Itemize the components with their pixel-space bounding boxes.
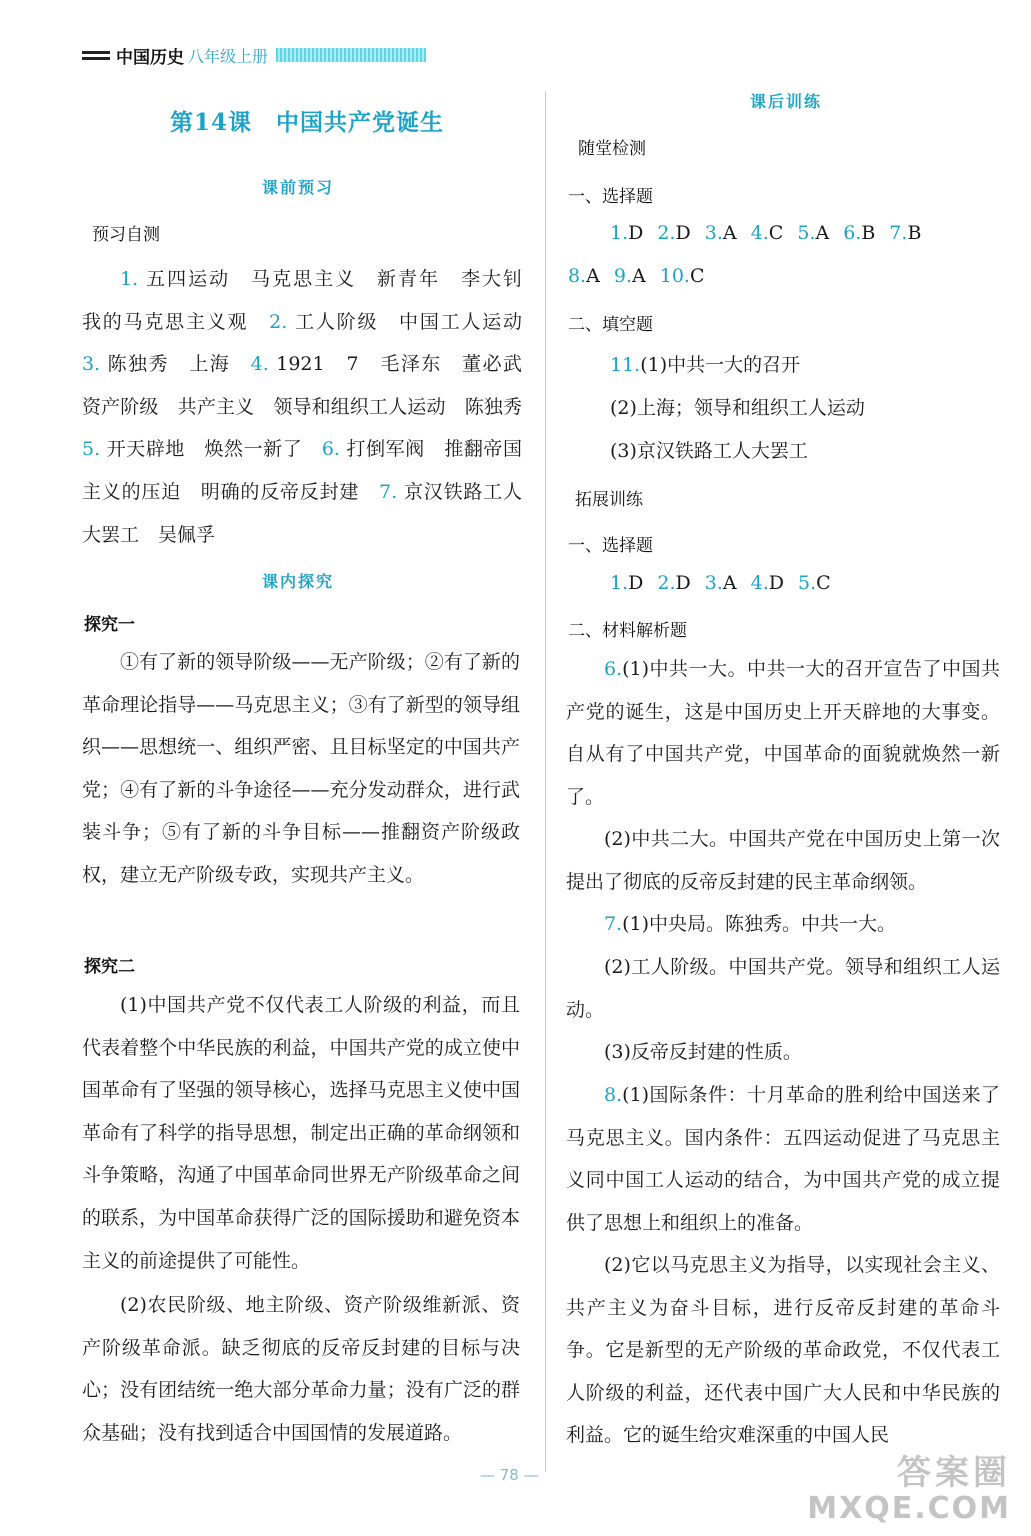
choice-answer: 3.A (704, 222, 737, 244)
fill-answer-3: (3)京汉铁路工人大罢工 (610, 440, 808, 462)
header-decorative-band (276, 48, 426, 62)
choice-answer: 3.A (704, 572, 737, 594)
q8-paragraph-1: 8.(1)国际条件：十月革命的胜利给中国送来了马克思主义。国内条件：五四运动促进了马克思主义同中国工人运动的结合，为中国共产党的成立提供了思想上和组织上的准备。 (566, 1084, 1000, 1234)
preview-item: 4. 1921 7 毛泽东 董必武 资产阶级 共产主义 领导和组织工人运动 陈独秀 (82, 353, 542, 418)
after-class-title: 课后训练 (750, 92, 823, 111)
choice-title: 一、选择题 (568, 187, 653, 207)
q7-paragraph-2: (2)工人阶级。中国共产党。领导和组织工人运动。 (566, 956, 1000, 1021)
q8-paragraph-2: (2)它以马克思主义为指导，以实现社会主义、共产主义为奋斗目标，进行反帝反封建的革命斗争。它是新型的无产阶级的革命政党，不仅代表工人阶级的利益，还代表中国广大人民和中华民族的利益。它的诞生给灾难深重的中国人民 (566, 1254, 1000, 1447)
choice-answer: 4.D (750, 572, 784, 594)
material-title: 二、材料解析题 (568, 621, 687, 641)
q7-paragraph-3: (3)反帝反封建的性质。 (604, 1041, 802, 1063)
explore-section-title: 课内探究 (262, 572, 335, 591)
choice-answer: 5.C (798, 572, 831, 594)
preview-item: 2. 工人阶级 中国工人运动 (269, 310, 541, 333)
preview-item: 1. 五四运动 马克思主义 新青年 李大钊 我的马克思主义观 (82, 268, 542, 333)
preview-answers (82, 258, 542, 556)
choice-answer: 2.D (657, 572, 691, 594)
explore2-paragraph-2: (2)农民阶级、地主阶级、资产阶级维新派、资产阶级革命派。缺乏彻底的反帝反封建的目标与决心；没有团结统一绝大部分革命力量；没有广泛的群众基础；没有找到适合中国国情的发展道路。 (82, 1294, 520, 1444)
fill-title: 二、填空题 (568, 315, 653, 335)
column-divider (545, 92, 546, 1472)
header-grade: 八年级上册 (188, 46, 269, 66)
explore2-title: 探究二 (84, 957, 135, 977)
explore1-title: 探究一 (84, 615, 135, 635)
lesson-title: 第14课 中国共产党诞生 (170, 109, 445, 136)
preview-item: 5. 开天辟地 焕然一新了 (82, 438, 322, 461)
preview-subtitle: 预习自测 (92, 225, 160, 245)
watermark-logo: 答案圈 MXQE.COM (807, 1453, 1011, 1526)
choice-answer: 6.B (843, 222, 876, 244)
choice-answer: 4.C (750, 222, 784, 244)
preview-section-title: 课前预习 (262, 178, 335, 197)
choice2-title: 一、选择题 (568, 536, 653, 556)
check-title: 随堂检测 (578, 139, 646, 159)
choice-answer: 9.A (613, 265, 646, 287)
choice2-answers-row (610, 572, 845, 594)
extend-title: 拓展训练 (575, 490, 643, 510)
choice-answer: 2.D (657, 222, 691, 244)
choice-answer: 1.D (610, 222, 644, 244)
q7-paragraph-1: 7.(1)中央局。陈独秀。中共一大。 (604, 913, 897, 935)
choice-answer: 8.A (568, 265, 600, 287)
fill-answer-1: 11.(1)中共一大的召开 (610, 354, 801, 376)
choice-answers-row-2 (568, 265, 719, 287)
choice-answers-row-1 (610, 222, 935, 244)
preview-item: 3. 陈独秀 上海 (82, 353, 251, 376)
page-number: — 78 — (480, 1466, 539, 1484)
q6-paragraph-2: (2)中共二大。中国共产党在中国历史上第一次提出了彻底的反帝反封建的民主革命纲领。 (566, 828, 1000, 893)
preview-item: 6. 打倒军阀 推翻帝国主义的压迫 明确的反帝反封建 (82, 438, 522, 503)
explore2-paragraph-1: (1)中国共产党不仅代表工人阶级的利益，而且代表着整个中华民族的利益，中国共产党的成立使中国革命有了坚强的领导核心，选择马克思主义使中国革命有了科学的指导思想，制定出正确的革命纲领和斗争策略，沟通了中国革命同世界无产阶级革命之间的联系，为中国革命获得广泛的国际援助和避免资本主义的前途提供了可能性。 (82, 994, 520, 1272)
choice-answer: 1.D (610, 572, 644, 594)
choice-answer: 7.B (889, 222, 922, 244)
preview-item: 7. 京汉铁路工人大罢工 吴佩孚 (82, 480, 522, 546)
page-header (82, 40, 426, 70)
choice-answer: 5.A (797, 222, 830, 244)
explore1-text: ①有了新的领导阶级——无产阶级；②有了新的革命理论指导——马克思主义；③有了新型的领导组织——思想统一、组织严密、且目标坚定的中国共产党；④有了新的斗争途径——充分发动群众，进行武装斗争；⑤有了新的斗争目标——推翻资产阶级政权，建立无产阶级专政，实现共产主义。 (82, 651, 520, 886)
choice-answer: 10.C (659, 265, 705, 287)
header-bars-icon (82, 51, 110, 60)
q6-paragraph-1: 6.(1)中共一大。中共一大的召开宣告了中国共产党的诞生，这是中国历史上开天辟地的大事变。自从有了中国共产党，中国革命的面貌就焕然一新了。 (566, 658, 1000, 808)
fill-answer-2: (2)上海；领导和组织工人运动 (610, 397, 865, 419)
header-subject: 中国历史 (116, 47, 184, 68)
